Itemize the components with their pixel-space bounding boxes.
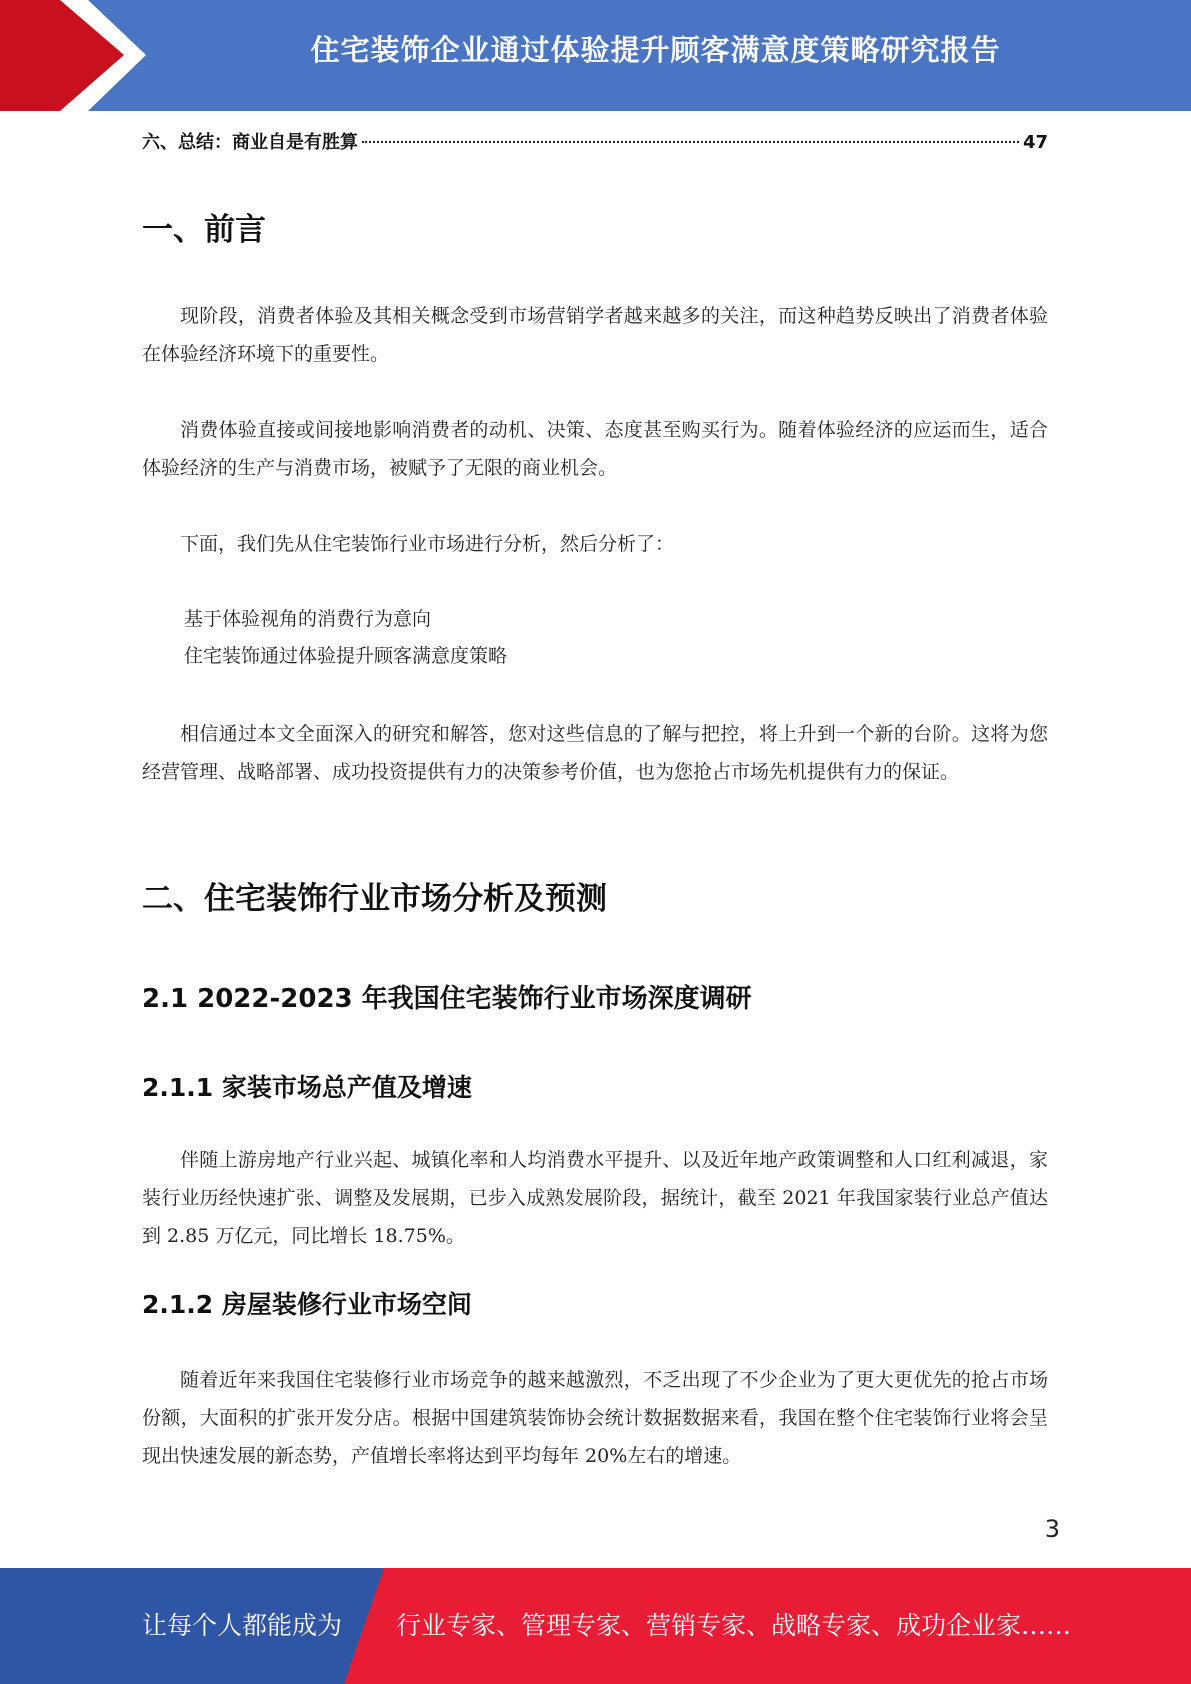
paragraph-2-1-1: 伴随上游房地产行业兴起、城镇化率和人均消费水平提升、以及近年地产政策调整和人口红利减退，家装行业历经快速扩张、调整及发展期，已步入成熟发展阶段，据统计，截至 2021 年我国家装行业总产值达到 2.85 万亿元，同比增长 18.75%。 xyxy=(142,1149,1048,1247)
preface-closing-paragraph: 相信通过本文全面深入的研究和解答，您对这些信息的了解与把控，将上升到一个新的台阶。这将为您经营管理、战略部署、成功投资提供有力的决策参考价值，也为您抢占市场先机提供有力的保证。 xyxy=(142,723,1048,783)
footer-slogan-right: 行业专家、管理专家、营销专家、战略专家、成功企业家…… xyxy=(396,1611,1072,1640)
page-number: 3 xyxy=(1044,1515,1060,1543)
preface-paragraph-3: 下面，我们先从住宅装饰行业市场进行分析，然后分析了： xyxy=(180,533,675,555)
section-heading-preface: 一、前言 xyxy=(142,212,266,248)
subsection-heading-2-1-1: 2.1.1 家装市场总产值及增速 xyxy=(142,1073,472,1102)
footer-slogan-left: 让每个人都能成为 xyxy=(142,1611,343,1640)
preface-list-item: 住宅装饰通过体验提升顾客满意度策略 xyxy=(184,645,508,667)
preface-list-item: 基于体验视角的消费行为意向 xyxy=(184,608,432,630)
report-title: 住宅装饰企业通过体验提升顾客满意度策略研究报告 xyxy=(310,33,1001,67)
preface-paragraph-1: 现阶段，消费者体验及其相关概念受到市场营销学者越来越多的关注，而这种趋势反映出了消费者体验在体验经济环境下的重要性。 xyxy=(142,305,1048,365)
page-header xyxy=(0,0,1191,111)
page-footer xyxy=(0,1568,1191,1684)
subsection-heading-2-1: 2.1 2022-2023 年我国住宅装饰行业市场深度调研 xyxy=(142,984,752,1014)
toc-entry[interactable] xyxy=(142,128,1048,158)
paragraph-2-1-2: 随着近年来我国住宅装修行业市场竞争的越来越激烈，不乏出现了不少企业为了更大更优先的抢占市场份额，大面积的扩张开发分店。根据中国建筑装饰协会统计数据数据来看，我国在整个住宅装饰行业将会呈现出快速发展的新态势，产值增长率将达到平均每年 20%左右的增速。 xyxy=(142,1369,1048,1467)
preface-paragraph-2: 消费体验直接或间接地影响消费者的动机、决策、态度甚至购买行为。随着体验经济的应运而生，适合体验经济的生产与消费市场，被赋予了无限的商业机会。 xyxy=(142,419,1048,479)
toc-entry-page: 47 xyxy=(1022,132,1048,153)
section-heading-market-analysis: 二、住宅装饰行业市场分析及预测 xyxy=(142,881,607,917)
toc-leader-dots xyxy=(362,141,1019,143)
toc-entry-label: 六、总结：商业自是有胜算 xyxy=(142,132,358,153)
subsection-heading-2-1-2: 2.1.2 房屋装修行业市场空间 xyxy=(142,1290,472,1319)
